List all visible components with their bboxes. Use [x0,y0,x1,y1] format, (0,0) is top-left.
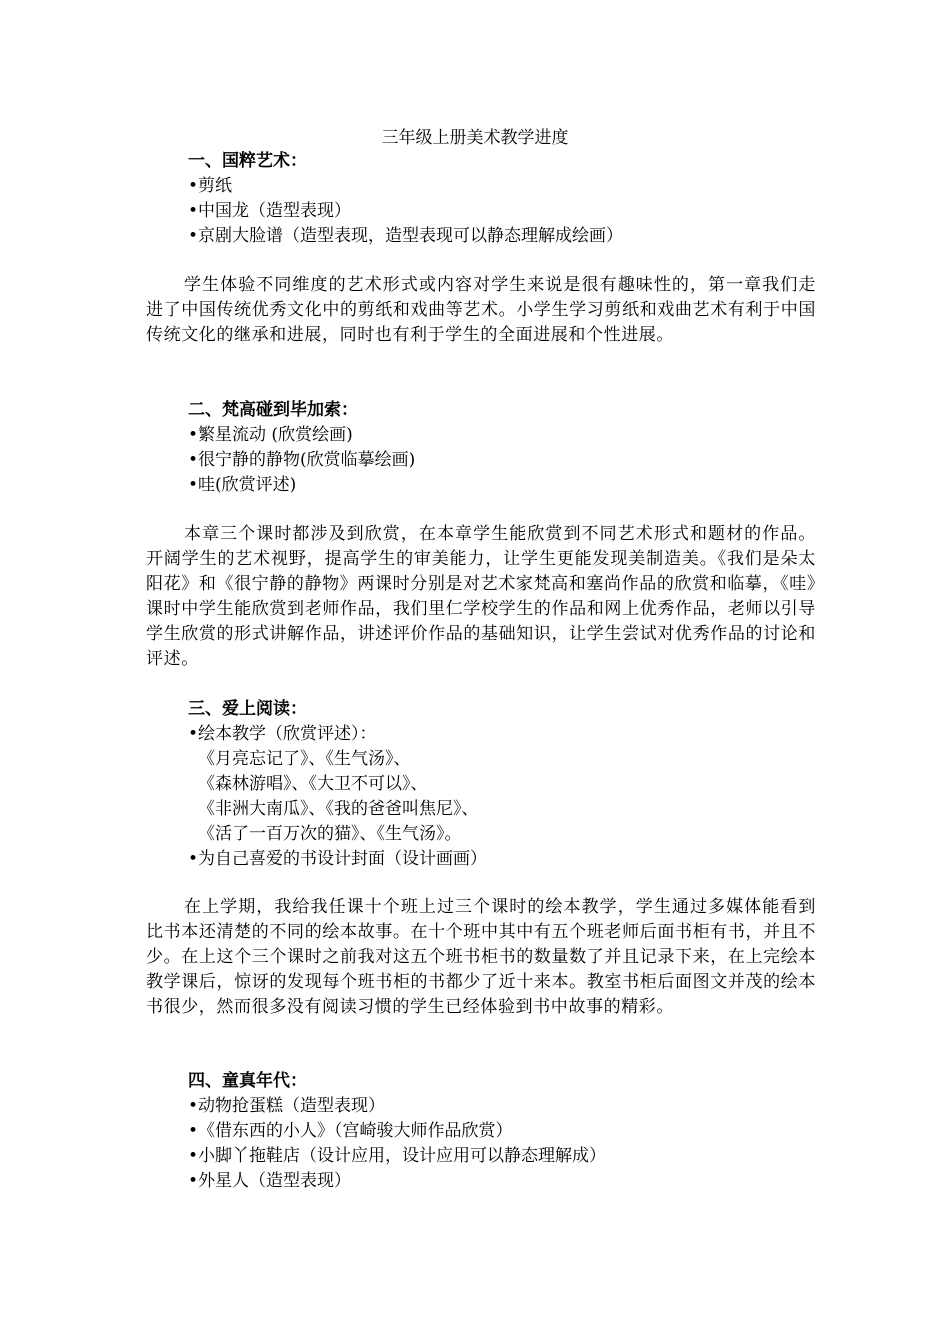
section-1-body [146,273,816,348]
bullet-item: •剪纸 [188,176,233,196]
bullet-item: •中国龙（造型表现） [188,201,352,221]
bullet-item: •京剧大脸谱（造型表现，造型表现可以静态理解成绘画） [188,226,624,246]
section-1 [146,149,816,249]
section-paragraph: 在上学期，我给我任课十个班上过三个课时的绘本教学，学生通过多媒体能看到比书本还清楚的不同的绘本故事。在十个班中其中有五个班老师后面书柜有书，并且不少。在上这个三个课时之前我对这五个班书柜书的数量数了并且记录下来，在上完绘本教学课后，惊讶的发现每个班书柜的书都少了近十来本。教室书柜后面图文并茂的绘本书很少，然而很多没有阅读习惯的学生已经体验到书中故事的精彩。 [146,897,816,1017]
page-title: 三年级上册美术教学进度 [381,128,569,148]
section-2-body [146,522,816,672]
section-heading: 一、国粹艺术： [188,151,307,171]
bullet-item: •很宁静的静物(欣赏临摹绘画) [188,450,416,470]
book-list-line: 《活了一百万次的猫》、《生气汤》。 [198,824,462,844]
bullet-item: •繁星流动 (欣赏绘画) [188,425,353,445]
bullet-item: •绘本教学（欣赏评述）： [188,724,377,744]
bullet-item: •《借东西的小人》（宫崎骏大师作品欣赏） [188,1121,513,1141]
bullet-item: •外星人（造型表现） [188,1171,352,1191]
bullet-item: •动物抢蛋糕（造型表现） [188,1096,386,1116]
section-2 [146,398,816,498]
section-3 [146,697,816,872]
section-heading: 二、梵高碰到毕加索： [188,400,358,420]
book-list-line: 《非洲大南瓜》、《我的爸爸叫焦尼》、 [198,799,479,819]
section-paragraph: 本章三个课时都涉及到欣赏，在本章学生能欣赏到不同艺术形式和题材的作品。开阔学生的艺术视野，提高学生的审美能力，让学生更能发现美制造美。《我们是朵太阳花》和《很宁静的静物》两课时分别是对艺术家梵高和塞尚作品的欣赏和临摹，《哇》课时中学生能欣赏到老师作品，我们里仁学校学生的作品和网上优秀作品，老师以引导学生欣赏的形式讲解作品，讲述评价作品的基础知识，让学生尝试对优秀作品的讨论和评述。 [146,524,816,669]
book-list-line: 《月亮忘记了》、《生气汤》、 [198,749,411,769]
book-list-line: 《森林游唱》、《大卫不可以》、 [198,774,428,794]
section-heading: 三、爱上阅读： [188,699,307,719]
section-3-body [146,895,816,1020]
section-heading: 四、童真年代： [188,1071,307,1091]
section-paragraph: 学生体验不同维度的艺术形式或内容对学生来说是很有趣味性的，第一章我们走进了中国传统优秀文化中的剪纸和戏曲等艺术。小学生学习剪纸和戏曲艺术有利于中国传统文化的继承和进展，同时也有利于学生的全面进展和个性进展。 [146,275,816,345]
bullet-item: •小脚丫拖鞋店（设计应用，设计应用可以静态理解成） [188,1146,607,1166]
section-4 [146,1069,816,1194]
bullet-item: •为自己喜爱的书设计封面（设计画画） [188,849,488,869]
bullet-item: •哇(欣赏评述) [188,475,297,495]
